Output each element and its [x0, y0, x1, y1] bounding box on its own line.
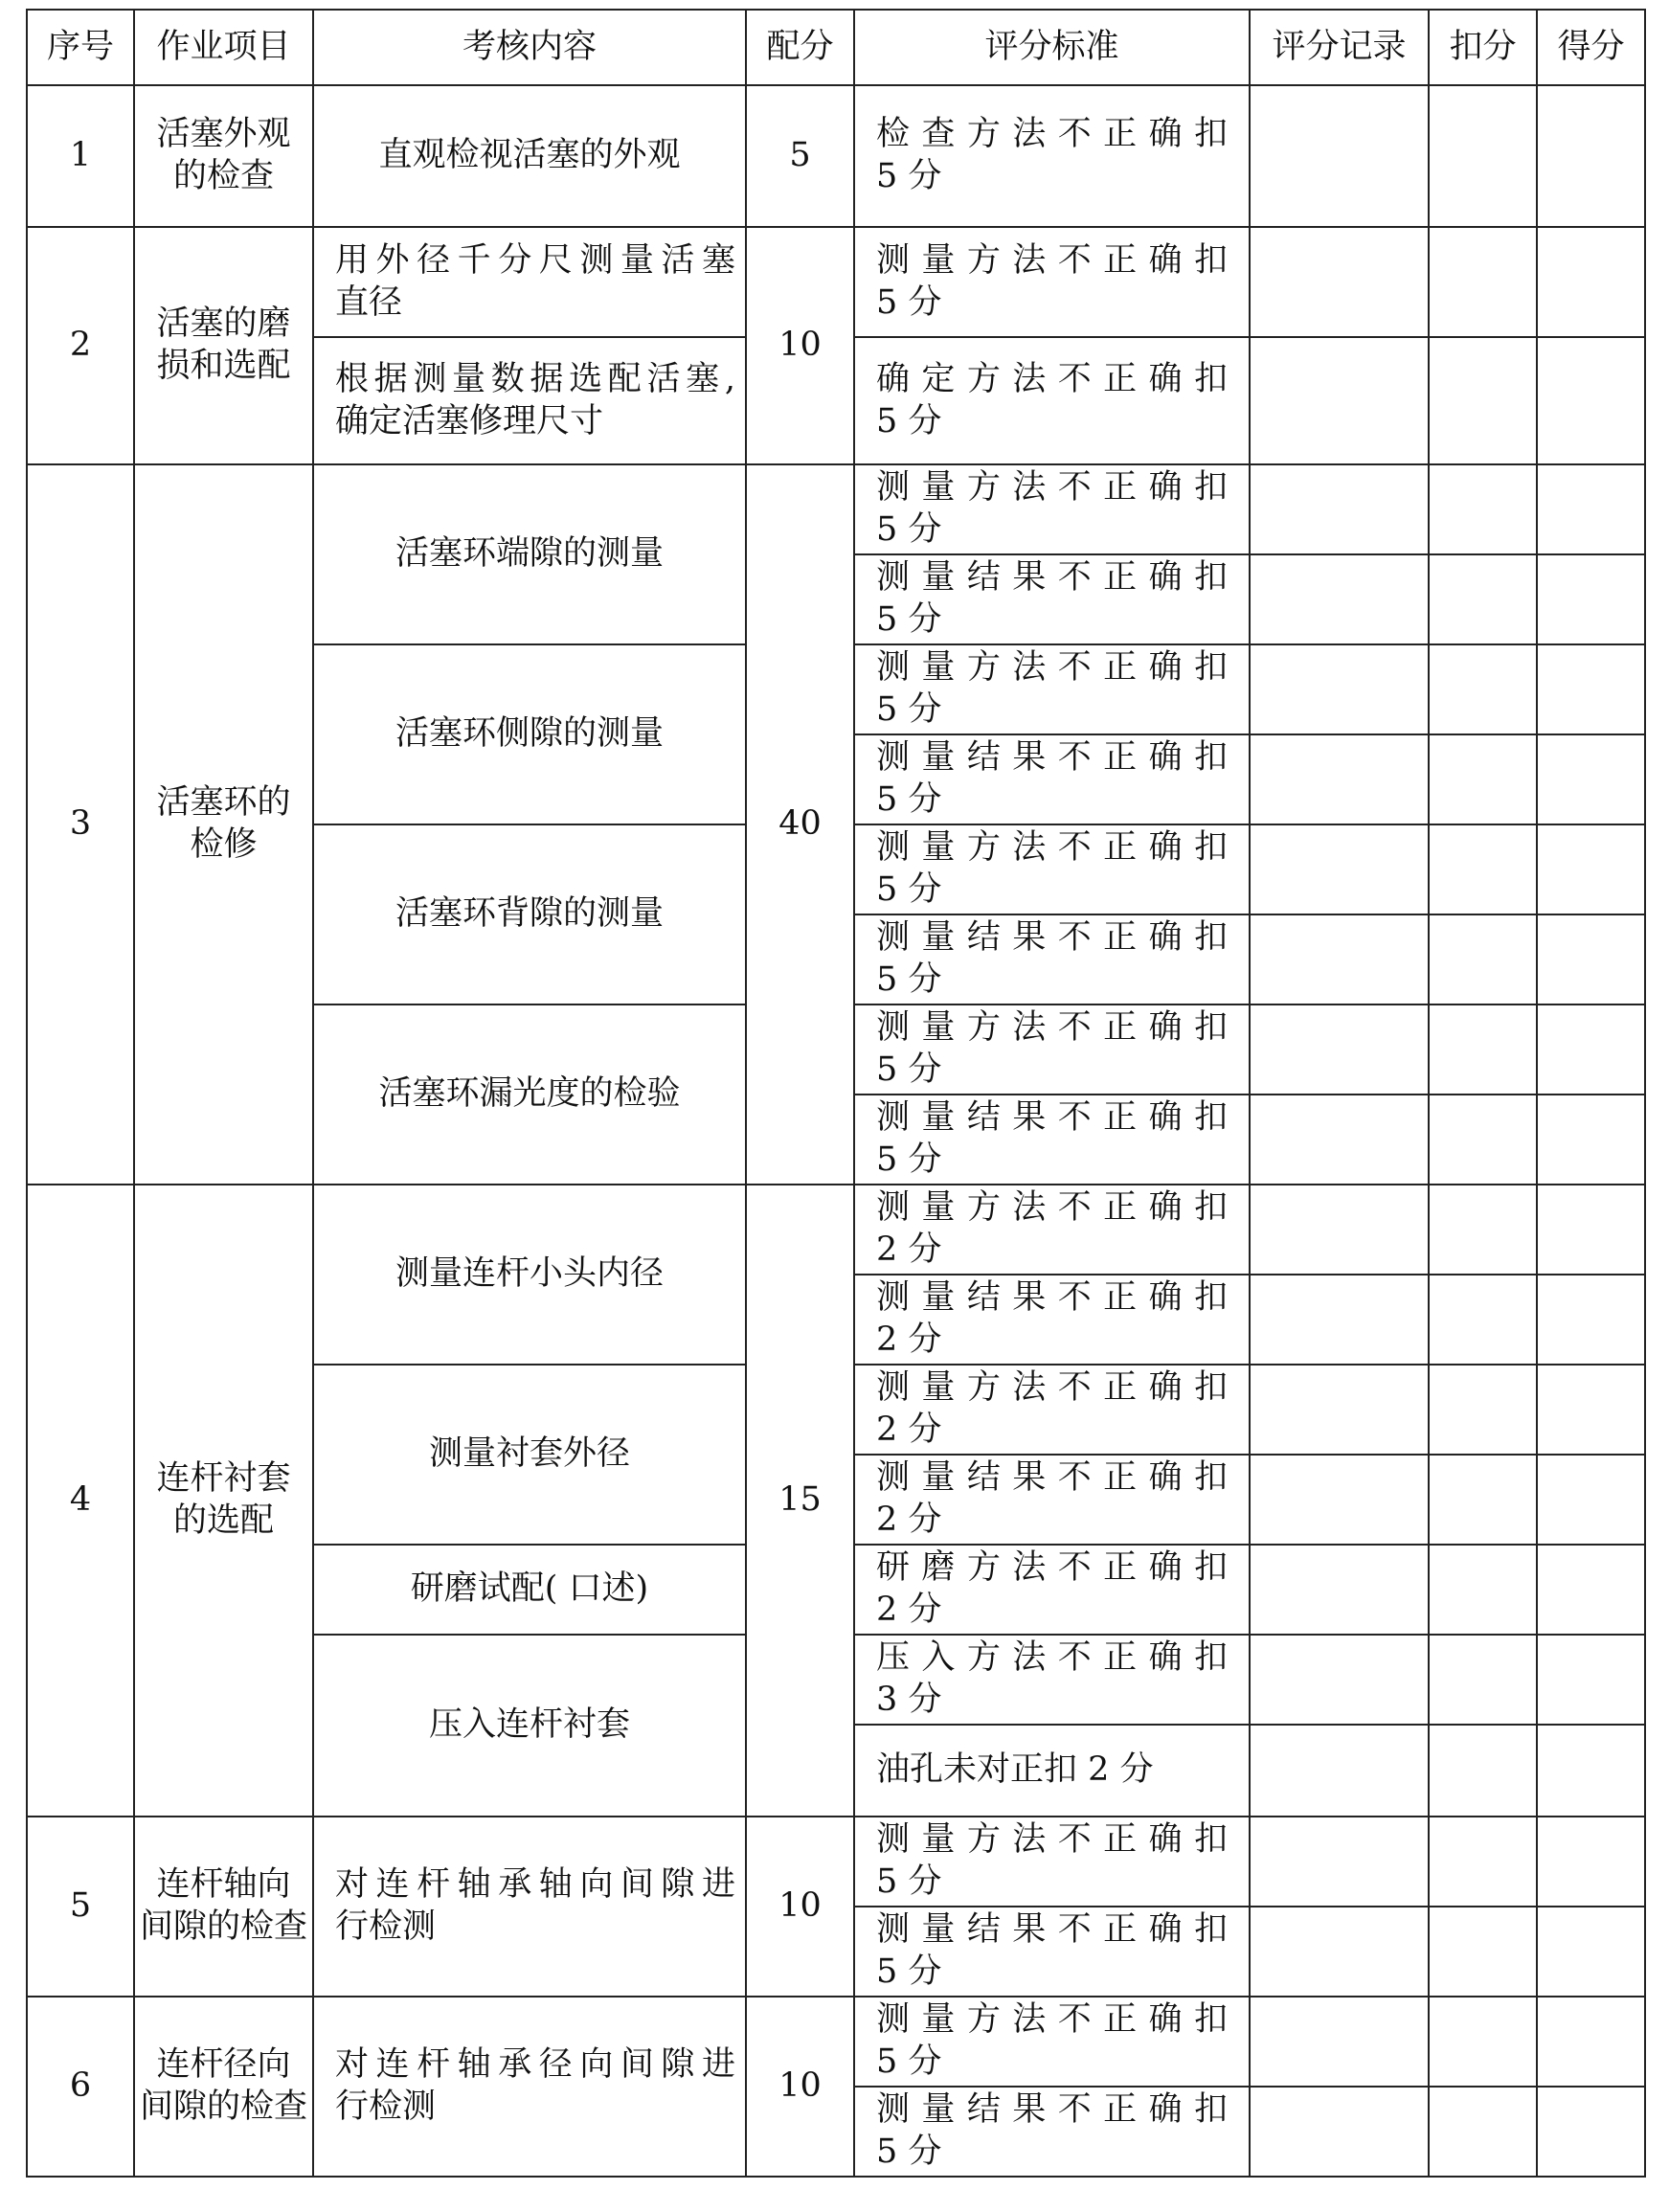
cell-result[interactable] [1537, 85, 1645, 227]
cell-text-line: 测量结果不正确扣 [876, 1098, 1228, 1138]
cell-deduction[interactable] [1429, 1817, 1537, 1907]
cell-result[interactable] [1537, 464, 1645, 554]
cell-record[interactable] [1250, 1635, 1429, 1725]
cell-result[interactable] [1537, 734, 1645, 824]
cell-text-line: 测量结果不正确扣 [876, 1910, 1228, 1950]
cell-deduction[interactable] [1429, 1725, 1537, 1817]
cell-result[interactable] [1537, 1095, 1645, 1185]
cell-assessment-content [313, 1635, 746, 1817]
cell-criteria [854, 1095, 1250, 1185]
header-cell-score: 配分 [746, 10, 854, 85]
cell-text-line: 测量结果不正确扣 [876, 738, 1228, 778]
cell-text-line: 压入方法不正确扣 [876, 1638, 1228, 1678]
cell-text-line: 5 分 [876, 1862, 942, 1901]
cell-text-line: 5 分 [876, 780, 942, 819]
cell-text-line: 活塞环的 [156, 783, 291, 823]
cell-record[interactable] [1250, 2087, 1429, 2177]
cell-result[interactable] [1537, 1817, 1645, 1907]
cell-text-line: 直观检视活塞的外观 [378, 136, 681, 175]
cell-criteria [854, 85, 1250, 227]
cell-result[interactable] [1537, 337, 1645, 464]
cell-criteria [854, 1635, 1250, 1725]
cell-deduction[interactable] [1429, 85, 1537, 227]
cell-score: 10 [746, 1817, 854, 1997]
cell-text-line: 5 分 [876, 2043, 942, 2081]
cell-result[interactable] [1537, 1545, 1645, 1635]
header-cell-no: 序号 [27, 10, 134, 85]
cell-text-line: 损和选配 [156, 347, 291, 385]
cell-text-line: 5 分 [876, 1140, 942, 1179]
cell-result[interactable] [1537, 1275, 1645, 1365]
cell-deduction[interactable] [1429, 914, 1537, 1004]
cell-text-line: 测量方法不正确扣 [876, 1188, 1228, 1228]
cell-section-no: 4 [27, 1185, 134, 1817]
cell-criteria [854, 1725, 1250, 1817]
cell-deduction[interactable] [1429, 1365, 1537, 1455]
cell-criteria [854, 1997, 1250, 2087]
cell-assessment-content [313, 1545, 746, 1635]
cell-assessment-content [313, 227, 746, 337]
cell-record[interactable] [1250, 1275, 1429, 1365]
cell-deduction[interactable] [1429, 1095, 1537, 1185]
cell-score: 15 [746, 1185, 854, 1817]
cell-criteria [854, 1817, 1250, 1907]
cell-criteria [854, 1545, 1250, 1635]
cell-text-line: 检修 [190, 825, 258, 864]
cell-text-line: 5 分 [876, 870, 942, 909]
cell-text-line: 活塞环侧隙的测量 [395, 714, 664, 754]
cell-record[interactable] [1250, 1455, 1429, 1545]
cell-result[interactable] [1537, 824, 1645, 914]
cell-record[interactable] [1250, 464, 1429, 554]
cell-criteria [854, 1004, 1250, 1095]
cell-text-line: 测量方法不正确扣 [876, 468, 1228, 508]
cell-criteria [854, 914, 1250, 1004]
cell-text-line: 测量结果不正确扣 [876, 2090, 1228, 2130]
cell-result[interactable] [1537, 644, 1645, 734]
cell-section-no: 2 [27, 227, 134, 464]
cell-score: 5 [746, 85, 854, 227]
cell-assessment-content [313, 85, 746, 227]
cell-text-line: 测量结果不正确扣 [876, 918, 1228, 958]
cell-text-line: 5 分 [876, 2133, 942, 2171]
cell-deduction[interactable] [1429, 1545, 1537, 1635]
header-cell-record: 评分记录 [1250, 10, 1429, 85]
cell-text-line: 2 分 [876, 1591, 942, 1629]
cell-text-line: 间隙的检查 [139, 2088, 307, 2126]
cell-criteria [854, 464, 1250, 554]
cell-record[interactable] [1250, 227, 1429, 337]
header-cell-deduction: 扣分 [1429, 10, 1537, 85]
cell-criteria [854, 1365, 1250, 1455]
cell-result[interactable] [1537, 1004, 1645, 1095]
cell-text-line: 用外径千分尺测量活塞 [335, 240, 735, 280]
cell-record[interactable] [1250, 1907, 1429, 1997]
cell-section-no: 6 [27, 1997, 134, 2177]
cell-text-line: 5 分 [876, 600, 942, 639]
header-cell-content: 考核内容 [313, 10, 746, 85]
header-cell-item: 作业项目 [134, 10, 313, 85]
cell-text-line: 测量方法不正确扣 [876, 1820, 1228, 1860]
cell-result[interactable] [1537, 1997, 1645, 2087]
cell-assessment-content [313, 1365, 746, 1545]
cell-text-line: 活塞环漏光度的检验 [378, 1074, 681, 1114]
cell-result[interactable] [1537, 914, 1645, 1004]
cell-deduction[interactable] [1429, 734, 1537, 824]
cell-text-line: 活塞环端隙的测量 [395, 534, 664, 574]
cell-assessment-content [313, 337, 746, 464]
cell-criteria [854, 1455, 1250, 1545]
cell-record[interactable] [1250, 734, 1429, 824]
cell-section-no: 1 [27, 85, 134, 227]
cell-text-line: 3 分 [876, 1681, 942, 1719]
cell-deduction[interactable] [1429, 464, 1537, 554]
cell-record[interactable] [1250, 824, 1429, 914]
cell-assessment-content [313, 1997, 746, 2177]
cell-deduction[interactable] [1429, 824, 1537, 914]
cell-result[interactable] [1537, 1455, 1645, 1545]
cell-deduction[interactable] [1429, 1635, 1537, 1725]
cell-text-line: 间隙的检查 [139, 1907, 307, 1946]
cell-result[interactable] [1537, 227, 1645, 337]
cell-text-line: 5 分 [876, 960, 942, 999]
cell-text-line: 根据测量数据选配活塞, [335, 359, 735, 398]
cell-text-line: 5 分 [876, 690, 942, 729]
cell-result[interactable] [1537, 1907, 1645, 1997]
cell-text-line: 确定活塞修理尺寸 [335, 401, 604, 440]
table-row [27, 1997, 1645, 2087]
cell-result[interactable] [1537, 2087, 1645, 2177]
cell-text-line: 检查方法不正确扣 [876, 115, 1228, 154]
cell-assessment-content [313, 1004, 746, 1185]
cell-text-line: 行检测 [335, 2088, 437, 2126]
cell-text-line: 研磨方法不正确扣 [876, 1548, 1228, 1588]
table-row [27, 85, 1645, 227]
cell-text-line: 5 分 [876, 401, 942, 440]
cell-text-line: 5 分 [876, 157, 942, 195]
cell-text-line: 活塞环背隙的测量 [395, 894, 664, 934]
cell-deduction[interactable] [1429, 2087, 1537, 2177]
cell-criteria [854, 2087, 1250, 2177]
cell-criteria [854, 644, 1250, 734]
cell-record[interactable] [1250, 1185, 1429, 1275]
cell-text-line: 对连杆轴承轴向间隙进 [335, 1865, 735, 1905]
cell-criteria [854, 1907, 1250, 1997]
cell-work-item [134, 1997, 313, 2177]
cell-criteria [854, 554, 1250, 644]
cell-result[interactable] [1537, 1725, 1645, 1817]
cell-result[interactable] [1537, 1635, 1645, 1725]
cell-text-line: 5 分 [876, 1952, 942, 1991]
cell-work-item [134, 85, 313, 227]
cell-work-item [134, 227, 313, 464]
cell-section-no: 5 [27, 1817, 134, 1997]
cell-record[interactable] [1250, 1004, 1429, 1095]
cell-assessment-content [313, 824, 746, 1004]
cell-record[interactable] [1250, 1545, 1429, 1635]
cell-record[interactable] [1250, 1997, 1429, 2087]
cell-work-item [134, 464, 313, 1185]
cell-text-line: 压入连杆衬套 [428, 1705, 630, 1745]
cell-score: 10 [746, 227, 854, 464]
cell-text-line: 测量结果不正确扣 [876, 1278, 1228, 1318]
cell-criteria [854, 734, 1250, 824]
cell-record[interactable] [1250, 337, 1429, 464]
cell-text-line: 的选配 [172, 1501, 274, 1540]
cell-text-line: 确定方法不正确扣 [876, 359, 1228, 398]
scoring-table [26, 9, 1646, 2178]
cell-text-line: 对连杆轴承径向间隙进 [335, 2045, 735, 2085]
cell-record[interactable] [1250, 644, 1429, 734]
cell-text-line: 测量衬套外径 [428, 1434, 630, 1474]
cell-record[interactable] [1250, 1725, 1429, 1817]
cell-criteria [854, 824, 1250, 914]
cell-score: 40 [746, 464, 854, 1185]
cell-text-line: 研磨试配( 口述) [410, 1569, 649, 1609]
cell-text-line: 直径 [335, 282, 403, 322]
cell-deduction[interactable] [1429, 1907, 1537, 1997]
cell-record[interactable] [1250, 85, 1429, 227]
cell-record[interactable] [1250, 1817, 1429, 1907]
cell-work-item [134, 1817, 313, 1997]
table-row [27, 464, 1645, 554]
cell-criteria [854, 337, 1250, 464]
cell-deduction[interactable] [1429, 1004, 1537, 1095]
cell-deduction[interactable] [1429, 1275, 1537, 1365]
cell-text-line: 测量方法不正确扣 [876, 240, 1228, 280]
cell-text-line: 测量结果不正确扣 [876, 558, 1228, 598]
cell-text-line: 2 分 [876, 1501, 942, 1539]
cell-deduction[interactable] [1429, 1997, 1537, 2087]
cell-text-line: 5 分 [876, 1050, 942, 1089]
cell-text-line: 测量方法不正确扣 [876, 648, 1228, 688]
cell-deduction[interactable] [1429, 554, 1537, 644]
table-body [27, 85, 1645, 2177]
cell-deduction[interactable] [1429, 1455, 1537, 1545]
cell-assessment-content [313, 1185, 746, 1365]
cell-result[interactable] [1537, 1185, 1645, 1275]
header-cell-result: 得分 [1537, 10, 1645, 85]
cell-text-line: 2 分 [876, 1411, 942, 1449]
cell-work-item [134, 1185, 313, 1817]
cell-result[interactable] [1537, 554, 1645, 644]
table-row [27, 227, 1645, 337]
cell-result[interactable] [1537, 1365, 1645, 1455]
cell-text-line: 2 分 [876, 1320, 942, 1359]
header-row [27, 10, 1645, 85]
table-row [27, 1185, 1645, 1275]
header-cell-criteria: 评分标准 [854, 10, 1250, 85]
cell-text-line: 连杆轴向 [156, 1865, 291, 1905]
cell-text-line: 测量结果不正确扣 [876, 1458, 1228, 1498]
cell-record[interactable] [1250, 914, 1429, 1004]
cell-assessment-content [313, 464, 746, 644]
cell-text-line: 连杆径向 [156, 2045, 291, 2085]
cell-record[interactable] [1250, 1365, 1429, 1455]
cell-text-line: 测量方法不正确扣 [876, 2000, 1228, 2040]
cell-record[interactable] [1250, 554, 1429, 644]
cell-score: 10 [746, 1997, 854, 2177]
cell-text-line: 5 分 [876, 510, 942, 549]
cell-text-line: 活塞的磨 [156, 305, 291, 344]
cell-text-line: 活塞外观 [156, 115, 291, 154]
cell-criteria [854, 227, 1250, 337]
cell-assessment-content [313, 1817, 746, 1997]
cell-deduction[interactable] [1429, 337, 1537, 464]
cell-section-no: 3 [27, 464, 134, 1185]
cell-record[interactable] [1250, 1095, 1429, 1185]
cell-criteria [854, 1185, 1250, 1275]
cell-deduction[interactable] [1429, 227, 1537, 337]
cell-text-line: 测量方法不正确扣 [876, 828, 1228, 868]
table-row [27, 1817, 1645, 1907]
cell-text-line: 测量连杆小头内径 [395, 1254, 664, 1294]
cell-text-line: 连杆衬套 [156, 1459, 291, 1499]
cell-text-line: 的检查 [172, 157, 274, 195]
cell-text-line: 行检测 [335, 1907, 437, 1946]
cell-text-line: 测量方法不正确扣 [876, 1008, 1228, 1048]
cell-criteria [854, 1275, 1250, 1365]
cell-text-line: 测量方法不正确扣 [876, 1368, 1228, 1408]
cell-text-line: 油孔未对正扣 2 分 [876, 1750, 1154, 1790]
cell-deduction[interactable] [1429, 1185, 1537, 1275]
cell-deduction[interactable] [1429, 644, 1537, 734]
cell-assessment-content [313, 644, 746, 824]
cell-text-line: 5 分 [876, 282, 942, 322]
cell-text-line: 2 分 [876, 1230, 942, 1269]
